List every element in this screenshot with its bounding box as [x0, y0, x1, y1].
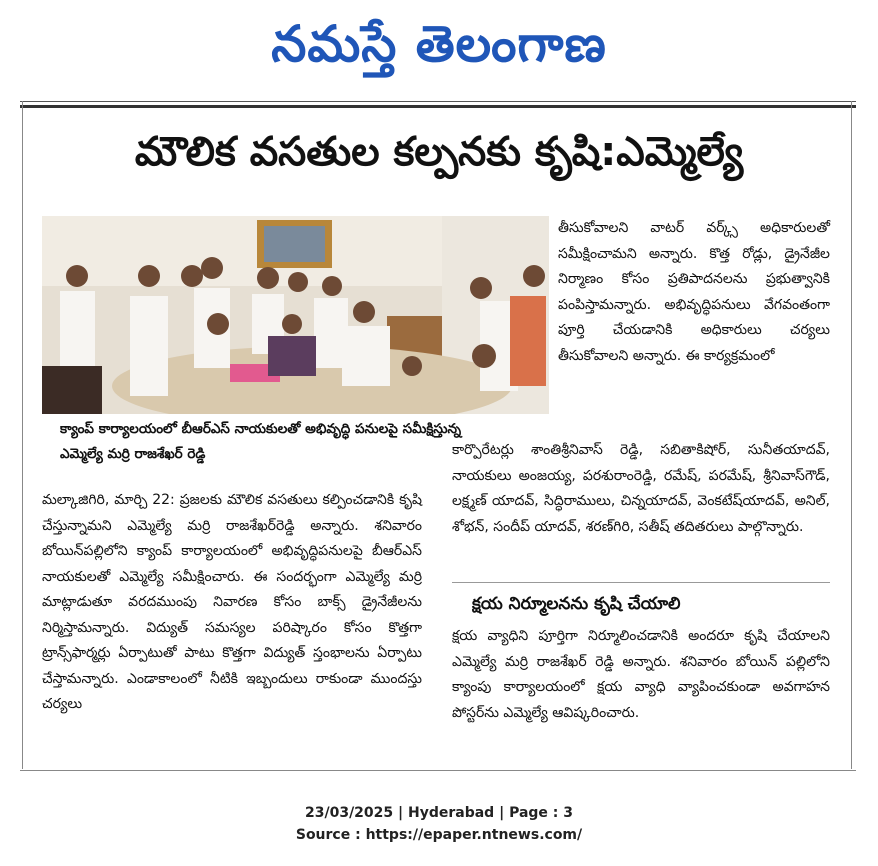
article-column-right-continued	[452, 438, 830, 540]
article-paragraph: తీసుకోవాలని వాటర్ వర్క్స్ అధికారులతో సమీక్షించామని అన్నారు. కొత్త రోడ్లు, డ్రైనేజీల నిర్మాణం కోసం ప్రతిపాదనలను ప్రభుత్వానికి పంపిస్తామన్నారు. అభివృద్ధిపనులు వేగవంతంగా పూర్తి చేయడానికి అధికారులు చర్యలు తీసుకోవాలని అన్నారు. ఈ కార్యక్రమంలో	[558, 220, 830, 364]
date-location-page: 23/03/2025 | Hyderabad | Page : 3	[304, 805, 574, 821]
left-margin-line	[22, 101, 23, 769]
top-divider-thick	[20, 105, 856, 108]
masthead	[0, 0, 878, 88]
article-paragraph: మల్కాజిగిరి, మార్చి 22: ప్రజలకు మౌలిక వసతులు కల్పించడానికి కృషి చేస్తున్నామని ఎమ్మెల్యే మర్రి రాజశేఖర్‌రెడ్డి అన్నారు. శనివారం బోయిన్‌పల్లిలోని క్యాంప్ కార్యాలయంలో అభివృద్ధిపనులపై బీఆర్ఎస్ నాయకులతో ఎమ్మెల్యే సమీక్షించారు. ఈ సందర్భంగా ఎమ్మెల్యే మర్రి మాట్లాడుతూ వరదముంపు నివారణ కోసం బాక్స్ డ్రైనేజీలను నిర్మిస్తామన్నారు. విద్యుత్ సమస్యల పరిష్కారం కోసం కొత్తగా ట్రాన్స్‌ఫార్మర్లు ఏర్పాటుతో పాటు కొత్తగా విద్యుత్ స్తంభాలను ఏర్పాటు చేస్తామన్నారు. ఎండాకాలంలో నీటికి ఇబ్బందులు రాకుండా ముందస్తు చర్యలు	[42, 492, 422, 712]
sub-article-body	[452, 624, 830, 726]
news-photo	[42, 216, 549, 414]
top-divider	[20, 101, 856, 102]
bottom-divider	[20, 770, 856, 771]
source-link[interactable]: Source : https://epaper.ntnews.com/	[295, 827, 583, 843]
right-margin-line	[851, 101, 852, 769]
newspaper-logo: నమస్తే తెలంగాణ	[271, 15, 607, 73]
subhead-divider	[452, 582, 830, 583]
article-column-left	[42, 488, 422, 718]
headline: మౌలిక వసతుల కల్పనకు కృషి:ఎమ్మెల్యే	[134, 129, 744, 175]
sub-headline: క్షయ నిర్మూలనను కృషి చేయాలి	[472, 594, 681, 614]
article-paragraph: క్షయ వ్యాధిని పూర్తిగా నిర్మూలించడానికి అందరూ కృషి చేయాలని ఎమ్మెల్యే మర్రి రాజశేఖర్ రెడ్డి అన్నారు. శనివారం బోయిన్ పల్లిలోని క్యాంపు కార్యాలయంలో క్షయ వ్యాధి వ్యాపించకుండా అవగాహన పోస్టర్‌ను ఎమ్మెల్యే ఆవిష్కరించారు.	[452, 628, 830, 721]
article-column-right	[558, 216, 830, 369]
article-paragraph: కార్పొరేటర్లు శాంతిశ్రీనివాస్ రెడ్డి, సబితాకిషోర్, సునీతయాదవ్, నాయకులు అంజయ్య, పరశురాంరెడ్డి, రమేష్, పరమేష్, శ్రీనివాస్‌గౌడ్, లక్ష్మణ్ యాదవ్, సిద్ధిరాములు, చిన్నయాదవ్, వెంకటేష్‌యాదవ్, అనిల్, శోభన్, సందీప్ యాదవ్, శరణ్‌గిరి, సతీష్ తదితరులు పాల్గొన్నారు.	[452, 442, 830, 535]
footer	[0, 802, 878, 846]
photo-caption: క్యాంప్ కార్యాలయంలో బీఆర్ఎస్ నాయకులతో అభివృద్ధి పనులపై సమీక్షిస్తున్న ఎమ్మెల్యే మర్రి రాజశేఖర్ రెడ్డి	[60, 421, 462, 462]
